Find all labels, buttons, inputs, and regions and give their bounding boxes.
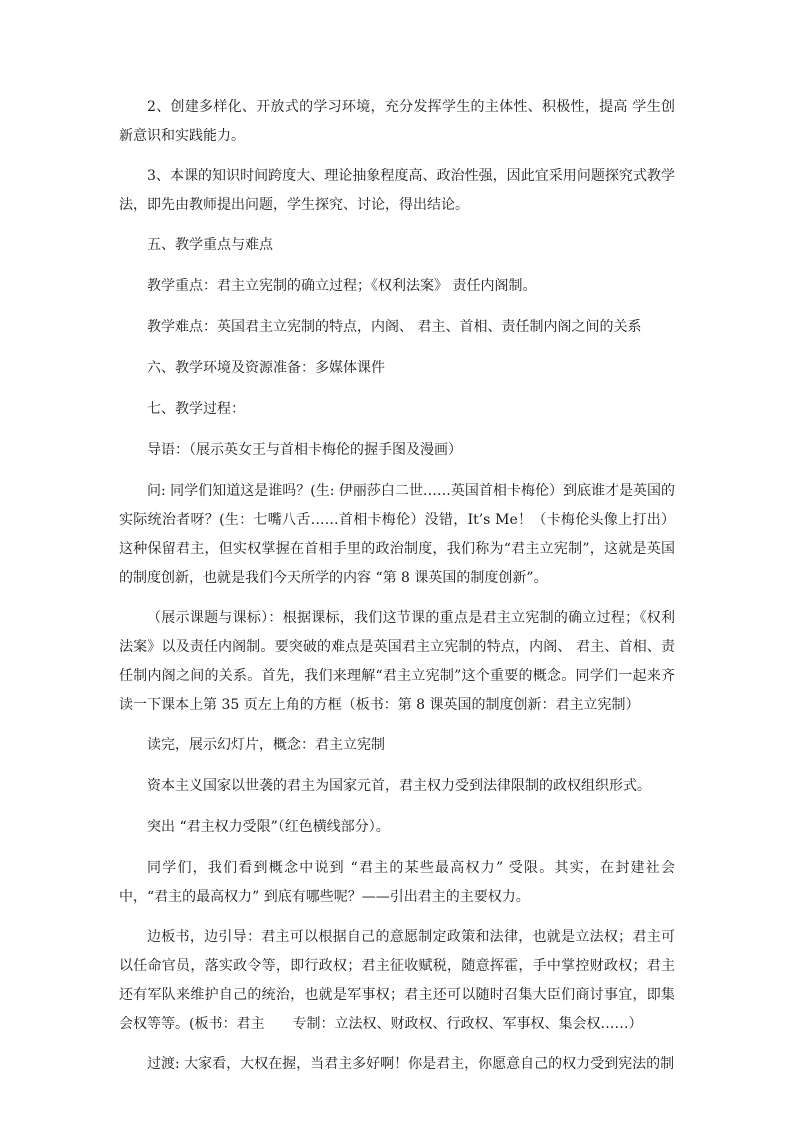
paragraph-teaching-method: 3、本课的知识时间跨度大、理论抽象程度高、政治性强，因此宜采用问题探究式教学法，即先由教师提出问题，学生探究、讨论，得出结论。 <box>119 168 675 213</box>
paragraph-definition: 资本主义国家以世袭的君主为国家元首，君主权力受到法律限制的政权组织形式。 <box>147 778 651 794</box>
section-heading-key-points: 五、教学重点与难点 <box>147 237 273 253</box>
paragraph-curriculum: （展示课题与课标）：根据课标，我们这节课的重点是君主立宪制的确立过程；《权利法案》以及责任内阁制。要突破的难点是英国君主立宪制的特点，内阁、 君主、首相、责任制内阁之间的关系。首先，我们来理解“君主立宪制”这个重要的概念。同学们一起来齐读一下课本上第 35 页左上角的方框（板书：第 8 课英国的制度创新：君主立宪制） <box>119 610 675 713</box>
paragraph-slide-concept: 读完，展示幻灯片，概念：君主立宪制 <box>147 737 385 753</box>
section-heading-resources: 六、教学环境及资源准备：多媒体课件 <box>147 360 385 376</box>
paragraph-key-points: 教学重点：君主立宪制的确立过程；《权利法案》 责任内阁制。 <box>147 278 537 294</box>
paragraph-introduction: 导语：（展示英女王与首相卡梅伦的握手图及漫画） <box>147 442 462 458</box>
paragraph-difficult-points: 教学难点：英国君主立宪制的特点，内阁、 君主、首相、责任制内阁之间的关系 <box>147 319 642 335</box>
section-heading-teaching-process: 七、教学过程： <box>147 401 245 417</box>
paragraph-board-writing: 边板书，边引导：君主可以根据自己的意愿制定政策和法律，也就是立法权；君主可以任命官员，落实政令等，即行政权；君主征收赋税，随意挥霍，手中掌控财政权；君主还有军队来维护自己的统治，也就是军事权；君主还可以随时召集大臣们商讨事宜，即集会权等等。(板书：君主 专制：立法权、财政权、行政权、军事权、集会权……） <box>119 929 675 1032</box>
paragraph-learning-environment: 2、创建多样化、开放式的学习环境，充分发挥学生的主体性、积极性，提高 学生创新意识和实践能力。 <box>119 99 675 144</box>
document-body <box>119 93 675 1090</box>
paragraph-question: 问: 同学们知道这是谁吗？(生: 伊丽莎白二世……英国首相卡梅伦）到底谁才是英国的实际统治者呀？(生：七嘴八舌……首相卡梅伦）没错，It’s Me！（卡梅伦头像上打出）这种保留君主，但实权掌握在首相手里的政治制度，我们称为“君主立宪制”，这就是英国的制度创新，也就是我们今天所学的内容 “第 8 课英国的制度创新”。 <box>119 483 675 586</box>
paragraph-supreme-powers: 同学们，我们看到概念中说到 “君主的某些最高权力” 受限。其实，在封建社会中，“君主的最高权力” 到底有哪些呢？——引出君主的主要权力。 <box>119 860 675 905</box>
paragraph-highlight: 突出 “君主权力受限”（红色横线部分）。 <box>147 819 390 835</box>
paragraph-transition: 过渡: 大家看，大权在握，当君主多好啊！你是君主，你愿意自己的权力受到宪法的制 <box>147 1056 675 1072</box>
